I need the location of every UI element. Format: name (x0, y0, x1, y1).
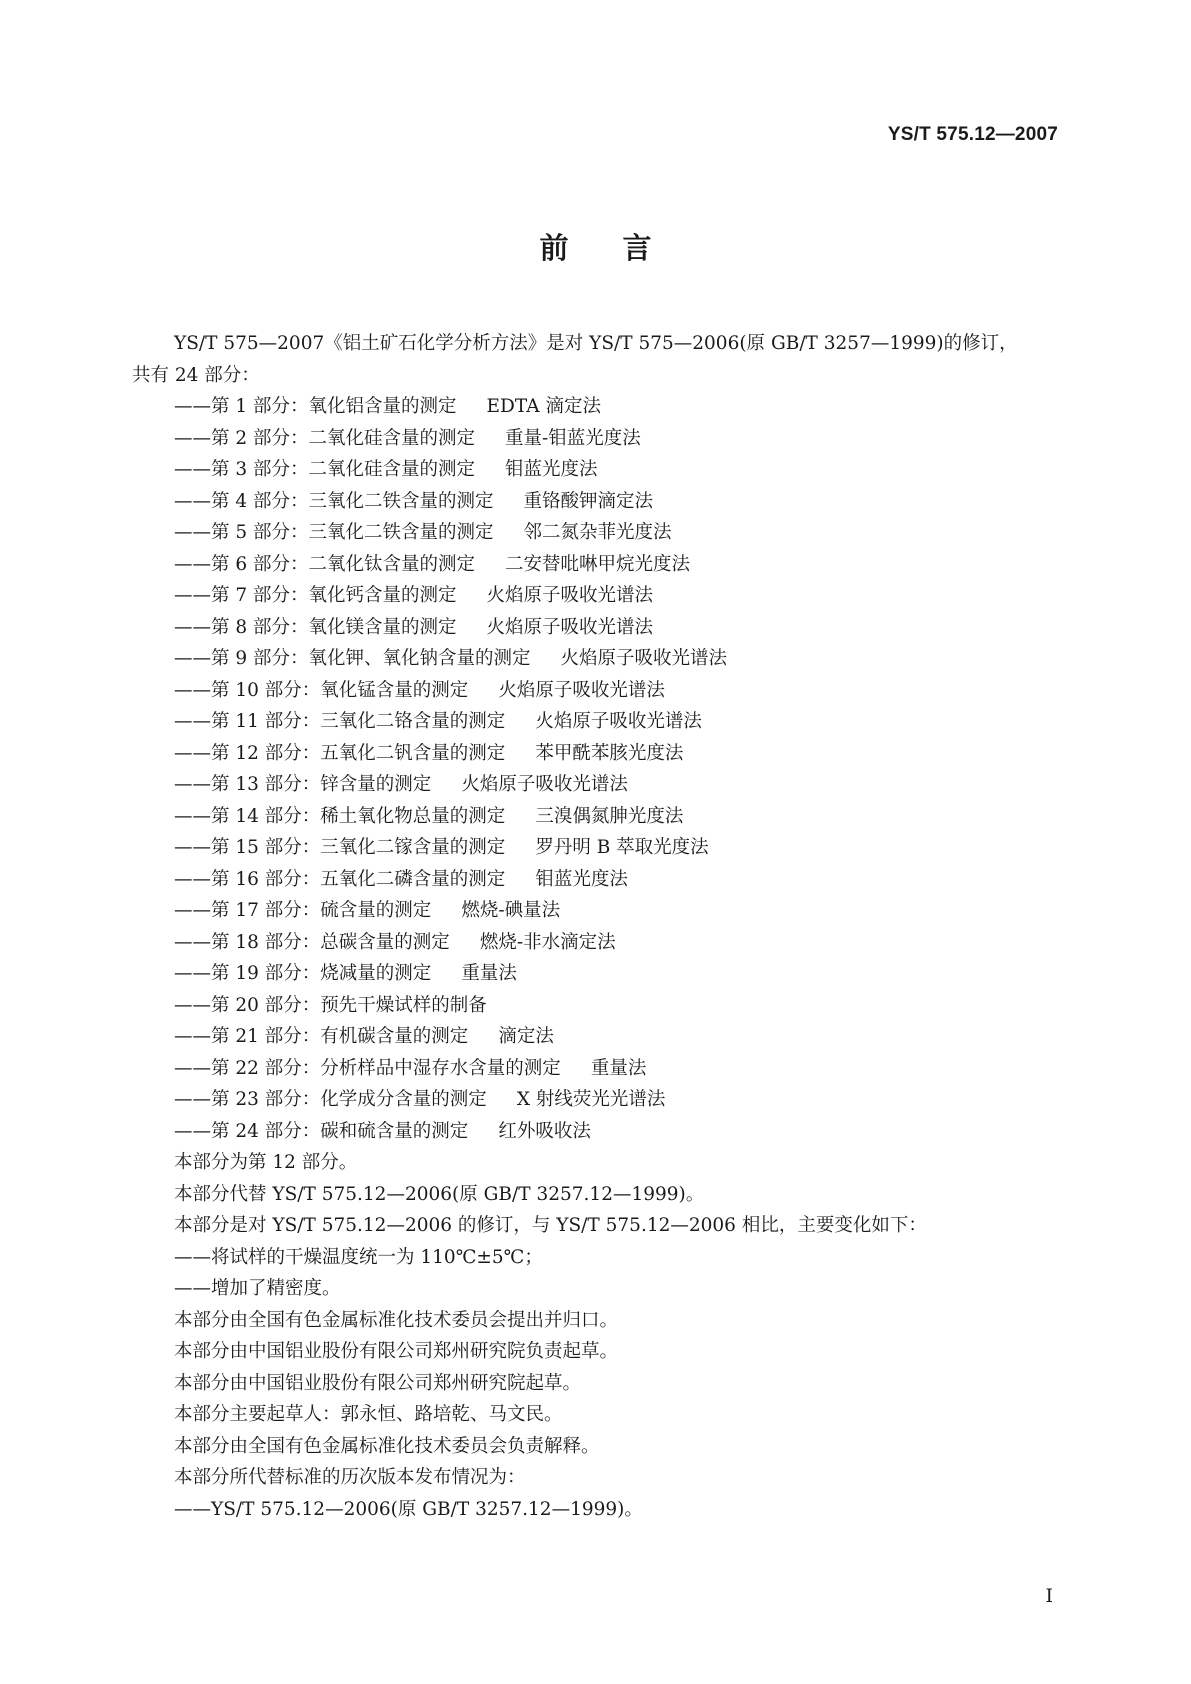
drafted-by-statement: 本部分由中国铝业股份有限公司郑州研究院起草。 (174, 1372, 582, 1394)
part-method: 钼蓝光度法 (535, 868, 628, 890)
change-item: ——将试样的干燥温度统一为 110℃±5℃； (174, 1246, 543, 1268)
part-method: 火焰原子吸收光谱法 (486, 616, 654, 638)
part-name: ——第 8 部分：氧化镁含量的测定 (174, 616, 457, 638)
part-name: ——第 23 部分：化学成分含量的测定 (174, 1089, 487, 1110)
list-item (132, 769, 1062, 801)
history-item: ——YS/T 575.12—2006(原 GB/T 3257.12—1999)。 (174, 1498, 643, 1520)
revision-statement: 本部分是对 YS/T 575.12—2006 的修订，与 YS/T 575.12—2006 相比，主要变化如下： (174, 1215, 927, 1236)
part-number-statement: 本部分为第 12 部分。 (174, 1152, 358, 1173)
list-item (132, 612, 1062, 644)
list-item (132, 549, 1062, 581)
list-item (132, 643, 1062, 675)
list-item (132, 454, 1062, 486)
list-item (132, 486, 1062, 518)
intro-line-2: 共有 24 部分： (132, 364, 260, 386)
part-name: ——第 20 部分：预先干燥试样的制备 (174, 994, 487, 1016)
part-name: ——第 17 部分：硫含量的测定 (174, 900, 432, 921)
part-method: 重量法 (461, 963, 517, 984)
parts-list (132, 391, 1062, 1147)
responsible-drafting-statement: 本部分由中国铝业股份有限公司郑州研究院负责起草。 (174, 1341, 619, 1362)
part-method: 苯甲酰苯胲光度法 (535, 742, 684, 764)
list-item (132, 801, 1062, 833)
list-item (132, 1053, 1062, 1085)
part-method: 重铬酸钾滴定法 (523, 490, 654, 512)
part-method: 燃烧-非水滴定法 (479, 931, 616, 953)
history-intro-statement: 本部分所代替标准的历次版本发布情况为： (174, 1467, 526, 1488)
part-name: ——第 21 部分：有机碳含量的测定 (174, 1026, 469, 1047)
part-method: 钼蓝光度法 (505, 459, 598, 480)
part-name: ——第 12 部分：五氧化二钒含量的测定 (174, 742, 506, 764)
part-method: 三溴偶氮胂光度法 (535, 805, 684, 827)
list-item (132, 423, 1062, 455)
part-name: ——第 24 部分：碳和硫含量的测定 (174, 1120, 469, 1142)
list-item (132, 675, 1062, 707)
part-name: ——第 4 部分：三氧化二铁含量的测定 (174, 490, 494, 512)
part-name: ——第 22 部分：分析样品中湿存水含量的测定 (174, 1057, 561, 1079)
part-name: ——第 15 部分：三氧化二镓含量的测定 (174, 837, 506, 858)
part-method: 火焰原子吸收光谱法 (498, 679, 665, 701)
list-item (132, 738, 1062, 770)
list-item (132, 832, 1062, 864)
part-name: ——第 5 部分：三氧化二铁含量的测定 (174, 522, 494, 543)
replaces-statement: 本部分代替 YS/T 575.12—2006(原 GB/T 3257.12—1999)。 (174, 1183, 705, 1205)
part-method: EDTA 滴定法 (486, 396, 601, 417)
list-item (132, 958, 1062, 990)
part-name: ——第 14 部分：稀土氧化物总量的测定 (174, 805, 506, 827)
list-item (132, 1116, 1062, 1148)
part-name: ——第 2 部分：二氧化硅含量的测定 (174, 427, 476, 449)
part-method: 红外吸收法 (498, 1120, 591, 1142)
list-item (132, 895, 1062, 927)
main-drafters-statement: 本部分主要起草人：郭永恒、路培乾、马文民。 (174, 1404, 563, 1425)
list-item (132, 990, 1062, 1022)
part-name: ——第 7 部分：氧化钙含量的测定 (174, 585, 457, 606)
part-method: 火焰原子吸收光谱法 (560, 648, 728, 669)
part-name: ——第 11 部分：三氧化二铬含量的测定 (174, 711, 506, 732)
list-item (132, 1021, 1062, 1053)
interpretation-statement: 本部分由全国有色金属标准化技术委员会负责解释。 (174, 1435, 600, 1457)
part-method: X 射线荧光光谱法 (516, 1089, 666, 1110)
page-number: I (1045, 1585, 1053, 1607)
part-name: ——第 19 部分：烧减量的测定 (174, 963, 432, 984)
list-item (132, 391, 1062, 423)
document-body (132, 328, 1062, 1525)
part-method: 罗丹明 B 萃取光度法 (535, 837, 709, 858)
standard-code: YS/T 575.12—2007 (887, 124, 1058, 145)
intro-line-1: YS/T 575—2007《铝土矿石化学分析方法》是对 YS/T 575—2006(原 GB/T 3257—1999)的修订， (174, 333, 1018, 354)
list-item (132, 580, 1062, 612)
list-item (132, 1084, 1062, 1116)
part-name: ——第 1 部分：氧化铝含量的测定 (174, 396, 457, 417)
list-item (132, 864, 1062, 896)
part-method: 火焰原子吸收光谱法 (486, 585, 654, 606)
part-method: 邻二氮杂菲光度法 (523, 522, 672, 543)
part-name: ——第 18 部分：总碳含量的测定 (174, 931, 450, 953)
part-name: ——第 3 部分：二氧化硅含量的测定 (174, 459, 476, 480)
part-name: ——第 9 部分：氧化钾、氧化钠含量的测定 (174, 648, 531, 669)
change-item: ——增加了精密度。 (174, 1278, 341, 1299)
part-name: ——第 6 部分：二氧化钛含量的测定 (174, 553, 476, 575)
list-item (132, 706, 1062, 738)
part-method: 火焰原子吸收光谱法 (461, 774, 628, 795)
proposed-by-statement: 本部分由全国有色金属标准化技术委员会提出并归口。 (174, 1309, 619, 1331)
page-title: 前言 (539, 231, 706, 265)
list-item (132, 927, 1062, 959)
part-name: ——第 13 部分：锌含量的测定 (174, 774, 432, 795)
part-name: ——第 10 部分：氧化锰含量的测定 (174, 679, 469, 701)
part-name: ——第 16 部分：五氧化二磷含量的测定 (174, 868, 506, 890)
part-method: 二安替吡啉甲烷光度法 (505, 553, 691, 575)
part-method: 重量-钼蓝光度法 (505, 427, 641, 449)
part-method: 重量法 (590, 1057, 647, 1079)
part-method: 滴定法 (498, 1026, 554, 1047)
part-method: 燃烧-碘量法 (461, 900, 561, 921)
part-method: 火焰原子吸收光谱法 (535, 711, 702, 732)
list-item (132, 517, 1062, 549)
